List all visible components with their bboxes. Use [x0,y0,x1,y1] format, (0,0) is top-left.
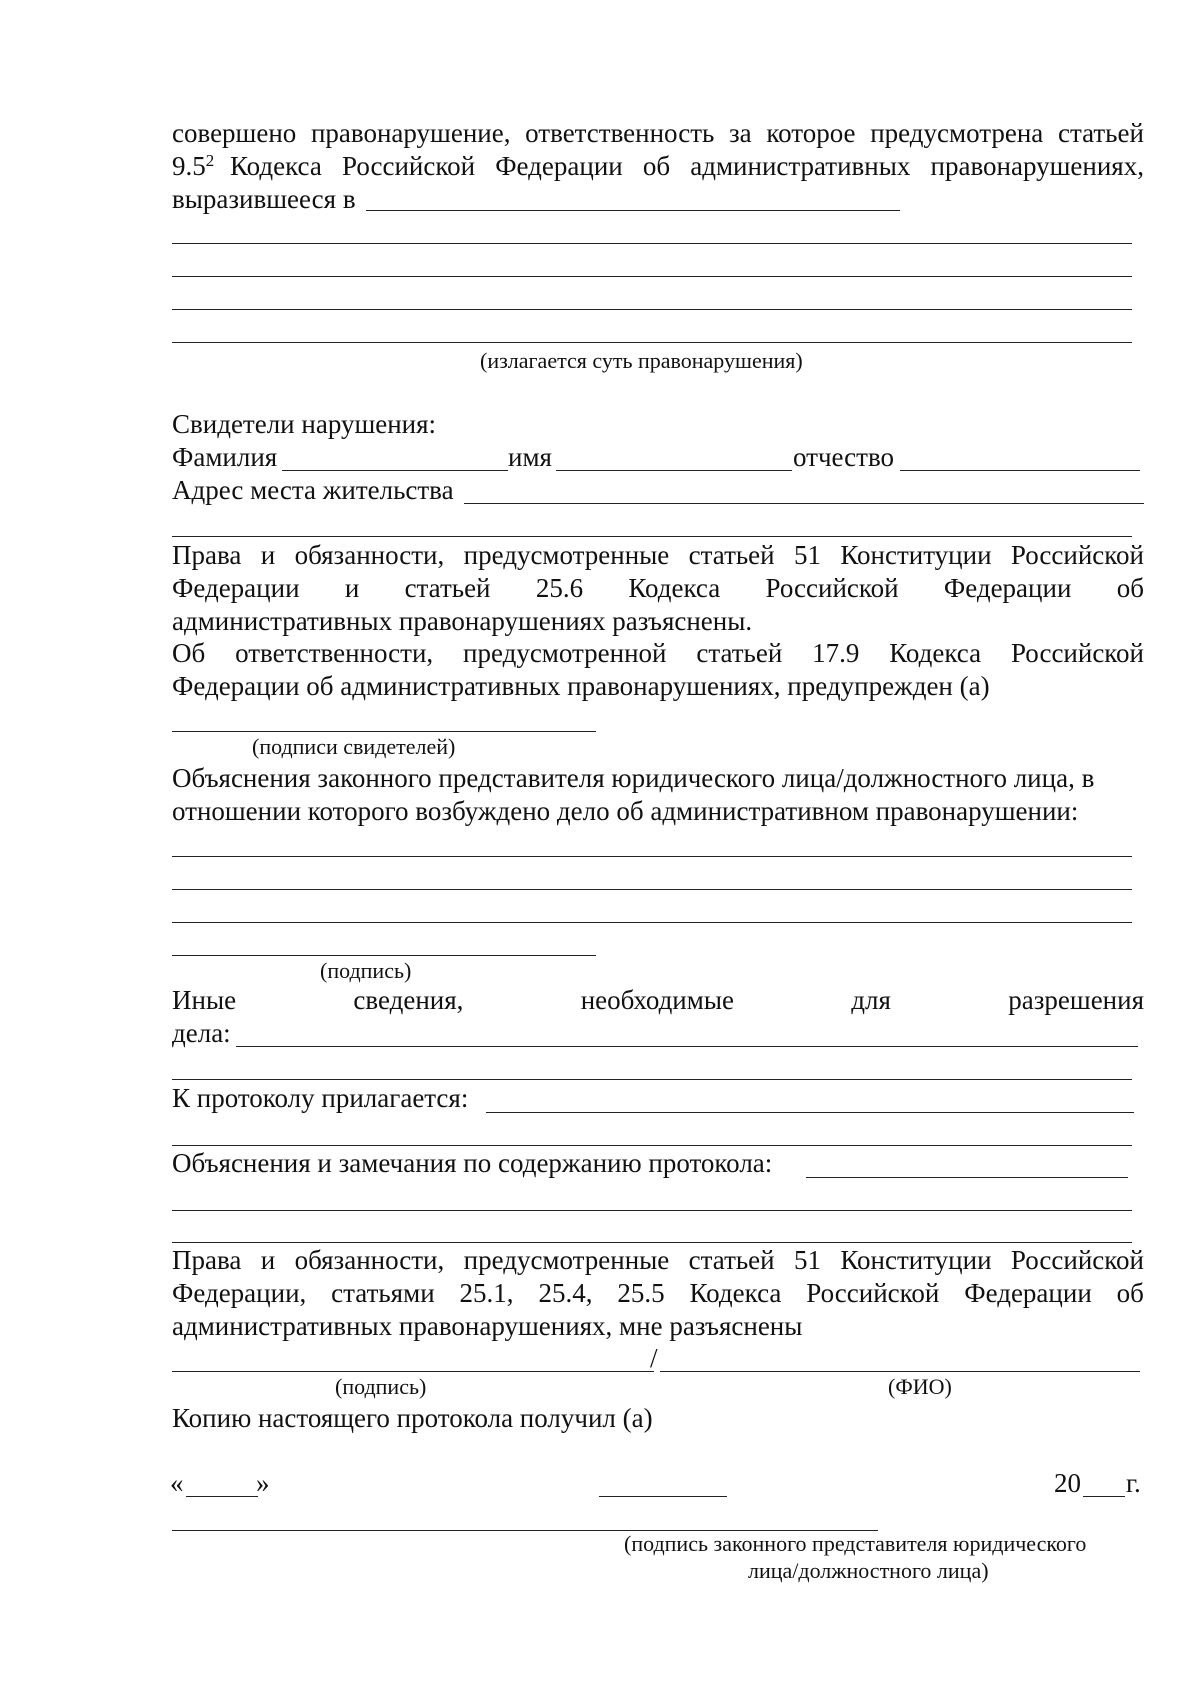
word: и [260,1245,276,1275]
year-suffix: г. [1126,1468,1141,1498]
article-number: $9.5^2$ [172,151,215,181]
word: 25.6 [535,573,584,603]
witnesses-heading: Свидетели нарушения: [172,409,437,439]
word: Конституции [840,540,992,570]
word: Кодекса [230,151,322,181]
offense-line-1 [172,117,1144,149]
word: Иные [172,985,237,1015]
word: 51 [794,540,821,570]
rights-signature-caption: (подпись) [335,1374,427,1399]
word: которое [766,118,856,148]
word: об [642,151,671,181]
word: совершено [172,118,297,148]
attached-field-continued[interactable] [172,1145,1132,1146]
word: Российской [1010,540,1144,570]
word: необходимые [580,985,734,1015]
day-field[interactable] [186,1496,258,1497]
address-field-continued[interactable] [172,536,1132,537]
word: разрешения [1008,985,1144,1015]
witness-signature-caption: (подписи свидетелей) [252,734,456,759]
offense-blank-line[interactable] [366,210,900,211]
other-info-field-continued[interactable] [172,1079,1132,1080]
word: 17.9 [812,638,860,668]
quote-close: » [256,1468,270,1498]
word: Федерации [495,151,623,181]
word: Федерации [172,573,300,603]
month-field[interactable] [599,1496,727,1497]
patronymic-label: отчество [793,442,895,472]
offense-blank-line[interactable] [172,243,1132,244]
word: обязанности, [294,540,445,570]
rights-final-line-3: административных правонарушениях, мне разъяснены [172,1311,803,1341]
remarks-label: Объяснения и замечания по содержанию протокола: [172,1148,773,1178]
address-field[interactable] [464,503,1144,504]
word: предусмотренные [463,540,670,570]
word: Права [172,1245,242,1275]
word: статьей [404,573,491,603]
word: Кодекса [628,573,721,603]
word: и [344,573,360,603]
explanations-blank-line[interactable] [172,856,1132,857]
attached-label: К протоколу прилагается: [172,1083,469,1113]
name-field[interactable] [556,470,792,471]
word: Российской [1010,1245,1144,1275]
word: правонарушение, [310,118,511,148]
word: статьей [1057,118,1144,148]
rights-witness-line-4 [172,637,1144,669]
word: Кодекса [689,1278,782,1308]
word: ответственность [525,118,715,148]
word: статьей [696,638,783,668]
offense-blank-line[interactable] [172,309,1132,310]
patronymic-field[interactable] [900,470,1140,471]
word: Кодекса [889,638,982,668]
word: 25.4, [538,1278,593,1308]
surname-label: Фамилия [172,442,278,472]
name-label: имя [508,442,552,472]
word: об [1116,1278,1144,1308]
word: Российской [765,573,899,603]
word: 51 [794,1245,821,1275]
year-field[interactable] [1083,1496,1125,1497]
offense-blank-line[interactable] [172,276,1132,277]
quote-open: « [170,1468,184,1498]
word: Российской [1010,638,1144,668]
word: ответственности, [235,638,434,668]
word: и [260,540,276,570]
offense-caption: (излагается суть правонарушения) [480,348,803,373]
offense-line-3: выразившееся в [172,184,356,214]
final-signature-caption-line-1: (подпись законного представителя юридического [624,1531,1087,1556]
word: Российской [806,1278,940,1308]
word: статьями [331,1278,435,1308]
other-info-field[interactable] [236,1046,1138,1047]
explanations-line-1: Объяснения законного представителя юридического лица/должностного лица, в [172,763,1095,793]
rights-fio-caption: (ФИО) [888,1374,952,1399]
word: правонарушениях, [930,151,1144,181]
word: Федерации, [172,1278,307,1308]
rights-witness-line-2 [172,572,1144,604]
explanations-blank-line[interactable] [172,922,1132,923]
explanations-blank-line[interactable] [172,889,1132,890]
signature-slash: / [650,1343,658,1373]
year-prefix: 20 [1054,1468,1081,1498]
word: обязанности, [294,1245,445,1275]
word: Федерации [943,573,1072,603]
word: сведения, [353,985,464,1015]
word: за [729,118,752,148]
word: Федерации [964,1278,1092,1308]
explanations-signature-caption: (подпись) [320,958,412,983]
word: Российской [342,151,476,181]
word: 25.1, [459,1278,514,1308]
witness-signature-field[interactable] [172,731,596,732]
word: статьей [688,1245,775,1275]
word: предусмотренные [463,1245,670,1275]
word: об [1116,573,1144,603]
rights-witness-line-5: Федерации об административных правонарушениях, предупрежден (а) [172,671,990,701]
word: Об [172,638,206,668]
offense-blank-line[interactable] [172,342,1132,343]
other-info-line-1 [172,984,1144,1016]
copy-received-label: Копию настоящего протокола получил (а) [172,1403,653,1433]
rights-witness-line-1 [172,539,1144,571]
remarks-field-continued[interactable] [172,1210,1132,1211]
rights-final-line-2 [172,1277,1144,1309]
word: административных [690,151,911,181]
address-label: Адрес места жительства [172,475,454,505]
explanations-signature-field[interactable] [172,955,596,956]
final-signature-caption-line-2: лица/должностного лица) [748,1558,989,1583]
word: 25.5 [617,1278,665,1308]
word: статьей [688,540,775,570]
remarks-field[interactable] [806,1177,1128,1178]
attached-field[interactable] [486,1112,1134,1113]
word: предусмотрена [870,118,1044,148]
surname-field[interactable] [282,470,508,471]
word: предусмотренной [463,638,667,668]
other-info-label: дела: [172,1018,231,1048]
rights-signature-field[interactable] [172,1371,654,1372]
word: Права [172,540,242,570]
remarks-field-continued[interactable] [172,1242,1132,1243]
word: Конституции [840,1245,992,1275]
offense-line-2 [230,150,1144,182]
explanations-line-2: отношении которого возбуждено дело об административном правонарушении: [172,796,1079,826]
rights-fio-field[interactable] [660,1371,1140,1372]
rights-witness-line-3: административных правонарушениях разъяснены. [172,606,753,636]
rights-final-line-1 [172,1244,1144,1276]
word: для [851,985,891,1015]
